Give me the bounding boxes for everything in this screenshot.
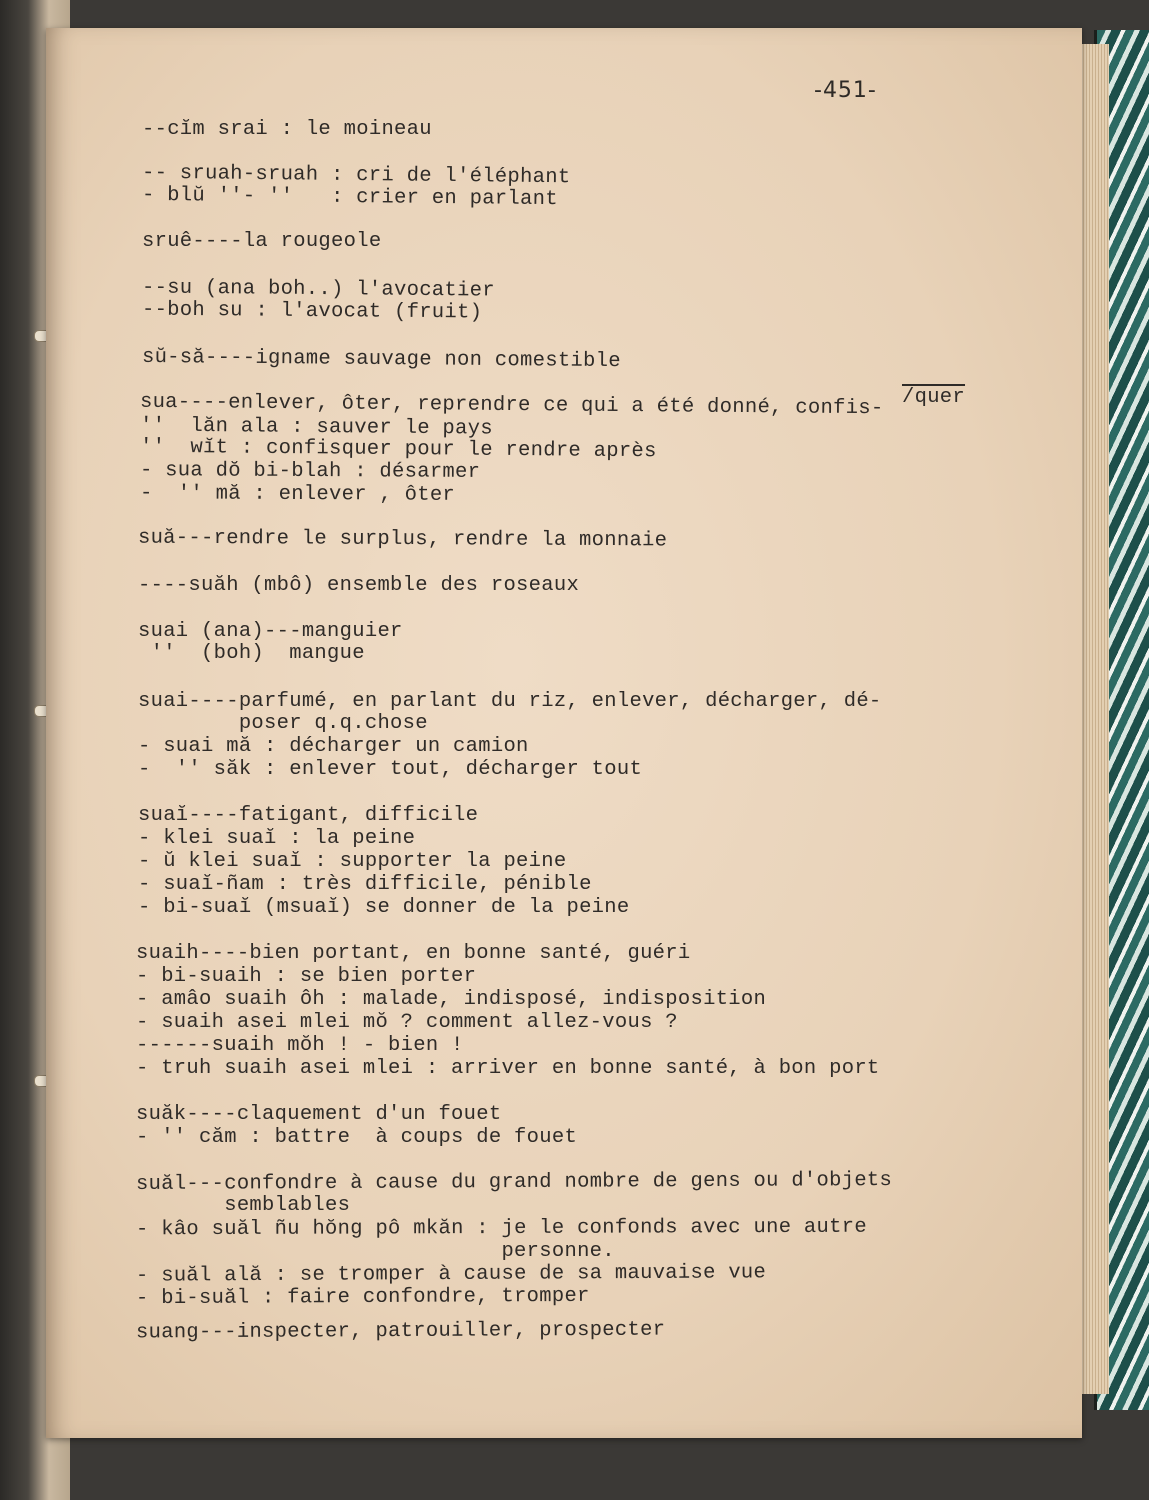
entry-line: suăl---confondre à cause du grand nombre de gens ou d'objets: [135, 1169, 893, 1196]
entry-line: - suaĭ-ñam : très difficile, pénible: [138, 873, 592, 896]
entry-line: - amâo suaih ôh : malade, indisposé, indisposition: [136, 988, 767, 1011]
entry-line: --boh su : l'avocat (fruit): [141, 298, 483, 325]
entry-line: - kâo suăl ñu hŏng pô mkăn : je le confonds avec une autre: [135, 1215, 867, 1242]
entry-line: --cĭm srai : le moineau: [142, 118, 432, 141]
entry-line: semblables: [136, 1194, 351, 1217]
entry-line: - '' căm : battre à coups de fouet: [136, 1126, 578, 1149]
page-number: -451-: [814, 78, 877, 103]
entry-line: - bi-suaĭ (msuaĭ) se donner de la peine: [138, 896, 630, 919]
entry-line: ------suaih mŏh ! - bien !: [136, 1034, 464, 1057]
entry-line: -- sruah-sruah : cri de l'éléphant: [141, 161, 571, 190]
entry-line: suăk----claquement d'un fouet: [136, 1103, 502, 1126]
entry-line: suang---inspecter, patrouiller, prospecter: [135, 1318, 666, 1345]
entry-line: suai (ana)---manguier: [138, 620, 403, 643]
entry-line: suă---rendre le surplus, rendre la monnaie: [137, 526, 668, 553]
entry-line: suaĭ----fatigant, difficile: [138, 804, 479, 827]
entry-line: - bi-suăl : faire confondre, tromper: [135, 1284, 590, 1311]
entry-line: sua----enlever, ôter, reprendre ce qui a été donné, confis-: [139, 390, 884, 421]
entry-line: - suaih asei mlei mŏ ? comment allez-vous ?: [136, 1011, 678, 1034]
entry-line: - suai mă : décharger un camion: [138, 735, 529, 758]
entry-line: suaih----bien portant, en bonne santé, guéri: [136, 942, 691, 965]
entry-line: '' (boh) mangue: [138, 642, 365, 665]
entry-line: - suăl ală : se tromper à cause de sa mauvaise vue: [135, 1261, 767, 1288]
entry-line: '' lăn ala : sauver le pays: [139, 414, 493, 441]
entry-line: - blŭ ''- '' : crier en parlant: [141, 183, 558, 212]
entry-line: sruê----la rougeole: [142, 230, 382, 253]
entry-line: sŭ-să----igname sauvage non comestible: [141, 345, 621, 374]
entry-line: ----suăh (mbô) ensemble des roseaux: [138, 574, 580, 597]
entry-line: - ŭ klei suaĭ : supporter la peine: [138, 850, 567, 873]
entry-line: '' wĭt : confisquer pour le rendre après: [139, 435, 657, 464]
entry-line: - bi-suaih : se bien porter: [136, 965, 477, 988]
entry-line: - sua dŏ bi-blah : désarmer: [139, 459, 481, 484]
entry-line: - truh suaih asei mlei : arriver en bonne santé, à bon port: [136, 1057, 880, 1080]
entry-line: --su (ana boh..) l'avocatier: [141, 276, 495, 303]
entry-line: personne.: [136, 1240, 615, 1263]
entry-line: poser q.q.chose: [138, 712, 428, 735]
entry-line: - klei suaĭ : la peine: [138, 827, 416, 850]
entry-line: /quer: [902, 386, 966, 409]
dictionary-page: [46, 28, 1082, 1438]
entry-line: - '' mă : enlever , ôter: [139, 482, 456, 507]
entry-line: suai----parfumé, en parlant du riz, enlever, décharger, dé-: [138, 690, 882, 713]
entry-line: - '' săk : enlever tout, décharger tout: [138, 758, 643, 781]
